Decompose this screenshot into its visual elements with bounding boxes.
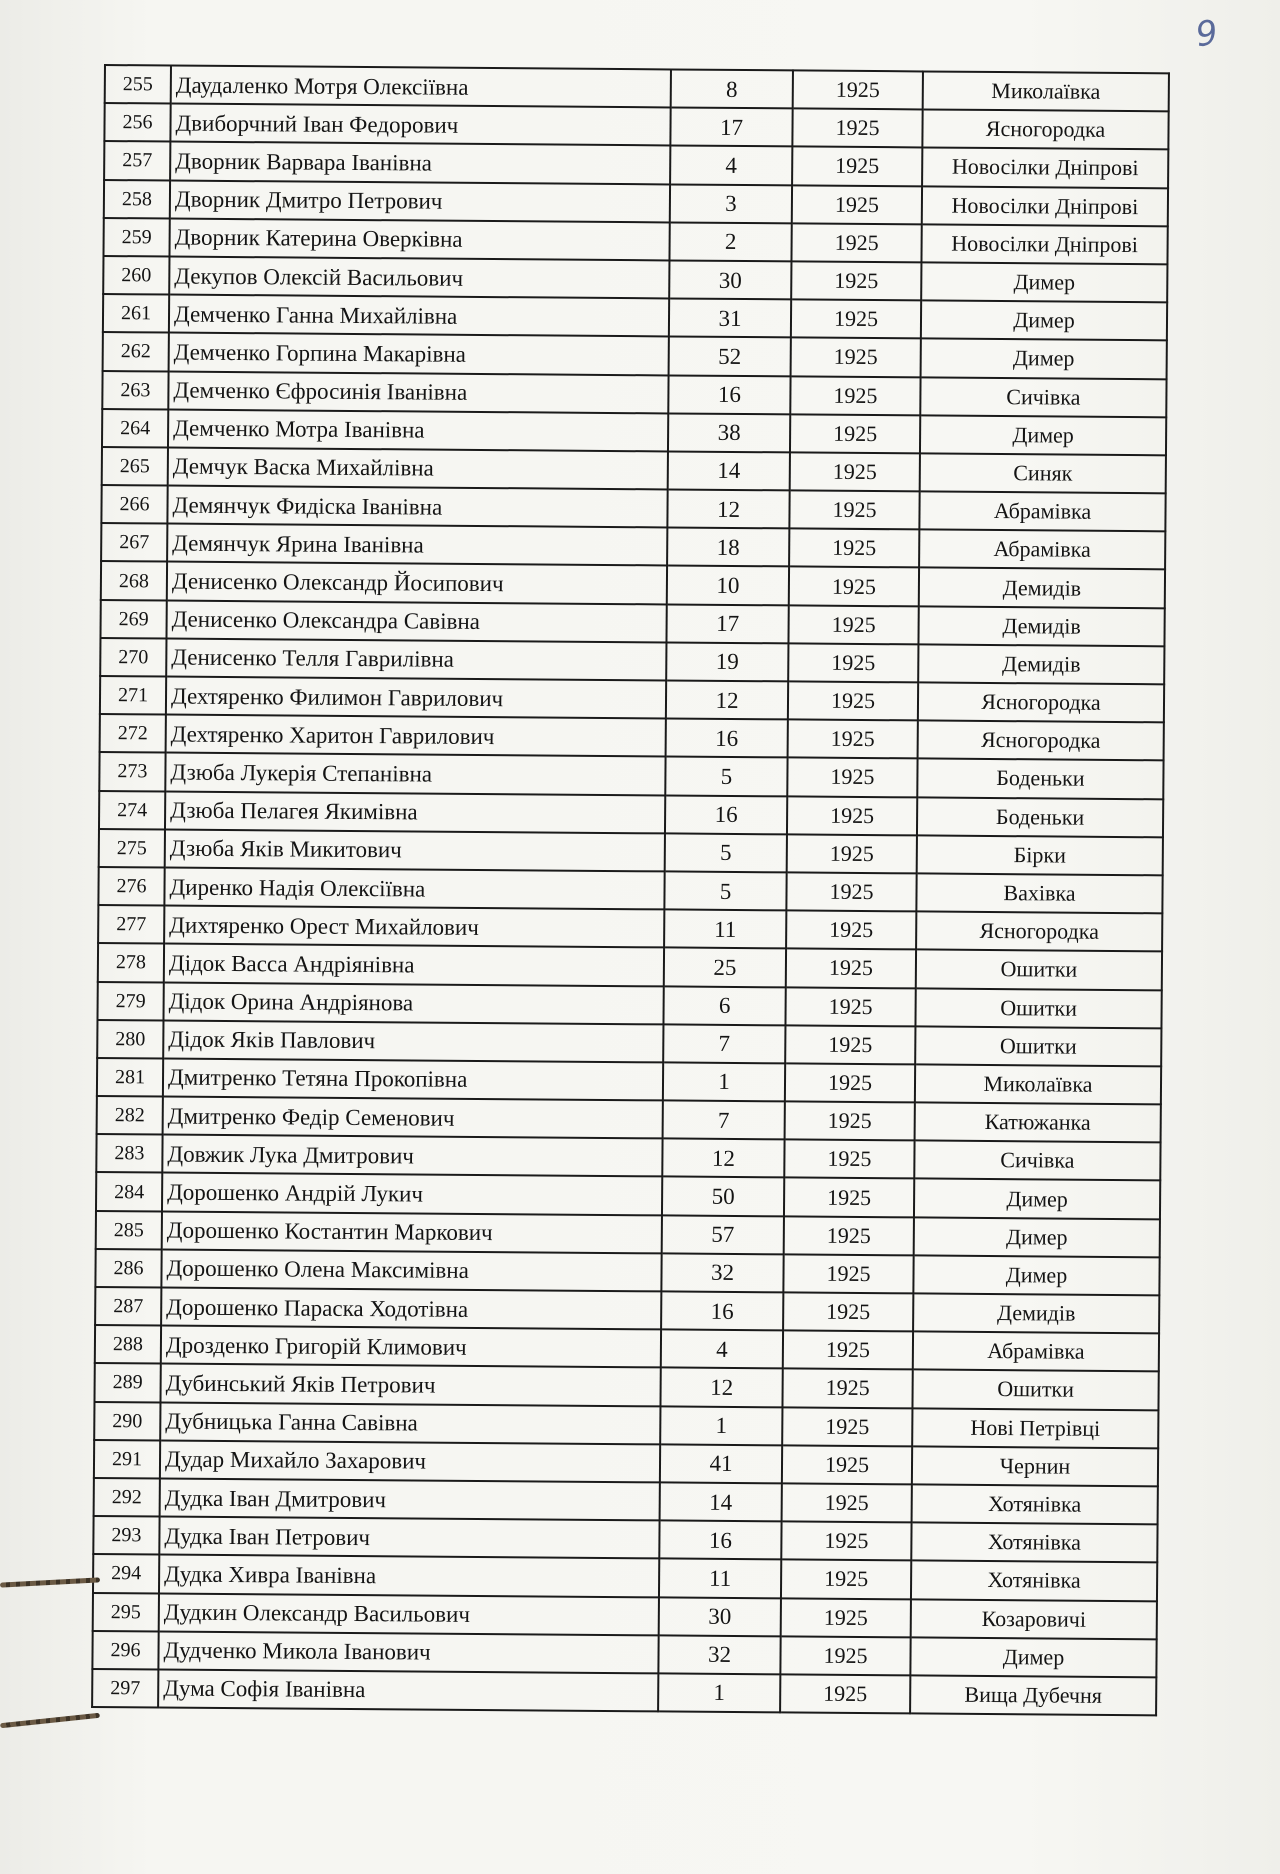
year-cell: 1925 [781, 1521, 911, 1560]
row-number-cell: 287 [95, 1287, 161, 1326]
age-cell: 7 [663, 1100, 785, 1139]
village-cell: Сичівка [920, 377, 1166, 417]
year-cell: 1925 [790, 414, 920, 453]
year-cell: 1925 [785, 1063, 915, 1102]
person-name-cell: Двиборчний Іван Федорович [170, 104, 670, 146]
person-name-cell: Дмитренко Федір Семенович [163, 1097, 663, 1139]
age-cell: 16 [659, 1521, 781, 1560]
person-name-cell: Дорошенко Костантин Маркович [162, 1211, 662, 1253]
person-name-cell: Дворник Варвара Іванівна [170, 142, 670, 184]
year-cell: 1925 [782, 1369, 912, 1408]
age-cell: 18 [667, 528, 789, 567]
age-cell: 1 [658, 1673, 780, 1712]
village-cell: Миколаївка [923, 71, 1169, 111]
age-cell: 12 [667, 490, 789, 529]
year-cell: 1925 [784, 1140, 914, 1179]
row-number-cell: 258 [104, 180, 170, 219]
age-cell: 1 [663, 1062, 785, 1101]
victims-register-table [91, 64, 1170, 1716]
age-cell: 12 [660, 1368, 782, 1407]
age-cell: 52 [669, 337, 791, 376]
row-number-cell: 279 [97, 981, 163, 1020]
person-name-cell: Дідок Орина Андріянова [163, 982, 663, 1024]
village-cell: Ошитки [916, 950, 1162, 990]
year-cell: 1925 [785, 1025, 915, 1064]
person-name-cell: Демянчук Фидіска Іванівна [167, 486, 667, 528]
person-name-cell: Дудка Хивра Іванівна [159, 1555, 659, 1597]
person-name-cell: Денисенко Олександра Савівна [166, 600, 666, 642]
age-cell: 4 [661, 1330, 783, 1369]
year-cell: 1925 [789, 567, 919, 606]
person-name-cell: Дудка Іван Дмитрович [160, 1478, 660, 1520]
village-cell: Бірки [917, 835, 1163, 875]
row-number-cell: 286 [95, 1249, 161, 1288]
year-cell: 1925 [781, 1560, 911, 1599]
person-name-cell: Демченко Мотра Іванівна [168, 409, 668, 451]
handwritten-page-number: 9 [1193, 12, 1221, 56]
village-cell: Демидів [919, 568, 1165, 608]
year-cell: 1925 [782, 1483, 912, 1522]
village-cell: Ясногородка [918, 721, 1164, 761]
village-cell: Димер [921, 262, 1167, 302]
person-name-cell: Даудаленко Мотря Олексіївна [171, 66, 671, 108]
age-cell: 17 [666, 604, 788, 643]
age-cell: 11 [664, 910, 786, 949]
village-cell: Демидів [913, 1293, 1159, 1333]
person-name-cell: Дудка Іван Петрович [159, 1517, 659, 1559]
person-name-cell: Дорошенко Андрій Лукич [162, 1173, 662, 1215]
village-cell: Боденьки [917, 759, 1163, 799]
age-cell: 12 [662, 1139, 784, 1178]
age-cell: 7 [663, 1024, 785, 1063]
year-cell: 1925 [787, 834, 917, 873]
age-cell: 32 [661, 1253, 783, 1292]
age-cell: 2 [669, 222, 791, 261]
row-number-cell: 260 [103, 256, 169, 295]
person-name-cell: Дубницька Ганна Савівна [160, 1402, 660, 1444]
person-name-cell: Демченко Горпина Макарівна [169, 333, 669, 375]
age-cell: 3 [670, 184, 792, 223]
row-number-cell: 261 [103, 294, 169, 333]
year-cell: 1925 [785, 1101, 915, 1140]
year-cell: 1925 [783, 1331, 913, 1370]
village-cell: Ошитки [912, 1370, 1158, 1410]
year-cell: 1925 [783, 1254, 913, 1293]
table-body [92, 65, 1169, 1715]
person-name-cell: Демченко Ганна Михайлівна [169, 295, 669, 337]
age-cell: 12 [666, 680, 788, 719]
row-number-cell: 262 [103, 332, 169, 371]
age-cell: 11 [659, 1559, 781, 1598]
village-cell: Абрамівка [919, 491, 1165, 531]
age-cell: 5 [665, 757, 787, 796]
binding-thread [0, 1713, 100, 1728]
binding-thread [0, 1577, 100, 1587]
age-cell: 31 [669, 299, 791, 338]
village-cell: Хотянівка [911, 1523, 1157, 1563]
year-cell: 1925 [787, 758, 917, 797]
age-cell: 8 [671, 69, 793, 108]
village-cell: Катюжанка [915, 1102, 1161, 1142]
year-cell: 1925 [780, 1674, 910, 1713]
person-name-cell: Демчук Васка Михайлівна [168, 447, 668, 489]
row-number-cell: 283 [96, 1134, 162, 1173]
village-cell: Ошитки [915, 1026, 1161, 1066]
village-cell: Димер [921, 301, 1167, 341]
village-cell: Димер [914, 1179, 1160, 1219]
village-cell: Нові Петрівці [912, 1408, 1158, 1448]
person-name-cell: Диренко Надія Олексіївна [164, 867, 664, 909]
person-name-cell: Декупов Олексій Васильович [169, 256, 669, 298]
year-cell: 1925 [791, 338, 921, 377]
person-name-cell: Дудкин Олександр Васильович [159, 1593, 659, 1635]
person-name-cell: Дехтяренко Филимон Гаврилович [166, 677, 666, 719]
age-cell: 30 [659, 1597, 781, 1636]
row-number-cell: 264 [102, 409, 168, 448]
year-cell: 1925 [785, 987, 915, 1026]
village-cell: Ясногородка [922, 110, 1168, 150]
age-cell: 10 [667, 566, 789, 605]
age-cell: 19 [666, 642, 788, 681]
age-cell: 16 [666, 719, 788, 758]
person-name-cell: Дмитренко Тетяна Прокопівна [163, 1058, 663, 1100]
row-number-cell: 281 [97, 1058, 163, 1097]
row-number-cell: 267 [101, 523, 167, 562]
row-number-cell: 290 [94, 1402, 160, 1441]
age-cell: 4 [670, 146, 792, 185]
age-cell: 5 [665, 833, 787, 872]
village-cell: Новосілки Дніпрові [921, 224, 1167, 264]
age-cell: 6 [663, 986, 785, 1025]
row-number-cell: 293 [93, 1516, 159, 1555]
age-cell: 50 [662, 1177, 784, 1216]
row-number-cell: 291 [94, 1440, 160, 1479]
row-number-cell: 292 [94, 1478, 160, 1517]
village-cell: Хотянівка [911, 1561, 1157, 1601]
row-number-cell: 265 [102, 447, 168, 486]
village-cell: Сичівка [914, 1141, 1160, 1181]
person-name-cell: Демченко Єфросинія Іванівна [168, 371, 668, 413]
person-name-cell: Дорошенко Олена Максимівна [161, 1249, 661, 1291]
village-cell: Демидів [918, 606, 1164, 646]
village-cell: Димер [921, 339, 1167, 379]
row-number-cell: 285 [96, 1211, 162, 1250]
row-number-cell: 282 [97, 1096, 163, 1135]
age-cell: 25 [664, 948, 786, 987]
age-cell: 41 [660, 1444, 782, 1483]
row-number-cell: 263 [102, 370, 168, 409]
year-cell: 1925 [789, 529, 919, 568]
year-cell: 1925 [782, 1407, 912, 1446]
age-cell: 30 [669, 260, 791, 299]
year-cell: 1925 [792, 147, 922, 186]
person-name-cell: Дихтяренко Орест Михайлович [164, 906, 664, 948]
person-name-cell: Дзюба Яків Микитович [165, 829, 665, 871]
village-cell: Новосілки Дніпрові [922, 148, 1168, 188]
village-cell: Миколаївка [915, 1064, 1161, 1104]
person-name-cell: Денисенко Олександр Йосипович [167, 562, 667, 604]
year-cell: 1925 [788, 720, 918, 759]
age-cell: 1 [660, 1406, 782, 1445]
person-name-cell: Дудар Михайло Захарович [160, 1440, 660, 1482]
row-number-cell: 272 [100, 714, 166, 753]
year-cell: 1925 [781, 1598, 911, 1637]
year-cell: 1925 [787, 796, 917, 835]
village-cell: Боденьки [917, 797, 1163, 837]
table-row [92, 1669, 1156, 1716]
year-cell: 1925 [786, 911, 916, 950]
village-cell: Хотянівка [912, 1484, 1158, 1524]
village-cell: Вища Дубечня [910, 1675, 1156, 1715]
year-cell: 1925 [792, 185, 922, 224]
village-cell: Димер [910, 1637, 1156, 1677]
age-cell: 5 [664, 871, 786, 910]
row-number-cell: 297 [92, 1669, 158, 1708]
age-cell: 14 [668, 451, 790, 490]
village-cell: Абрамівка [913, 1332, 1159, 1372]
year-cell: 1925 [788, 643, 918, 682]
age-cell: 57 [662, 1215, 784, 1254]
year-cell: 1925 [784, 1216, 914, 1255]
village-cell: Абрамівка [919, 530, 1165, 570]
year-cell: 1925 [788, 605, 918, 644]
year-cell: 1925 [793, 70, 923, 109]
row-number-cell: 296 [92, 1631, 158, 1670]
year-cell: 1925 [791, 223, 921, 262]
year-cell: 1925 [782, 1445, 912, 1484]
year-cell: 1925 [784, 1178, 914, 1217]
year-cell: 1925 [789, 490, 919, 529]
person-name-cell: Дворник Дмитро Петрович [170, 180, 670, 222]
village-cell: Ошитки [915, 988, 1161, 1028]
row-number-cell: 278 [98, 943, 164, 982]
person-name-cell: Дума Софія Іванівна [158, 1669, 658, 1711]
row-number-cell: 256 [104, 103, 170, 142]
person-name-cell: Дорошенко Параска Ходотівна [161, 1287, 661, 1329]
person-name-cell: Дрозденко Григорій Климович [161, 1326, 661, 1368]
row-number-cell: 274 [99, 791, 165, 830]
person-name-cell: Довжик Лука Дмитрович [162, 1135, 662, 1177]
year-cell: 1925 [792, 109, 922, 148]
row-number-cell: 257 [104, 141, 170, 180]
row-number-cell: 269 [100, 600, 166, 639]
row-number-cell: 294 [93, 1554, 159, 1593]
year-cell: 1925 [780, 1636, 910, 1675]
year-cell: 1925 [791, 261, 921, 300]
row-number-cell: 259 [103, 218, 169, 257]
row-number-cell: 276 [98, 867, 164, 906]
row-number-cell: 271 [100, 676, 166, 715]
person-name-cell: Дідок Яків Павлович [163, 1020, 663, 1062]
year-cell: 1925 [790, 376, 920, 415]
year-cell: 1925 [783, 1292, 913, 1331]
year-cell: 1925 [790, 452, 920, 491]
year-cell: 1925 [791, 300, 921, 339]
age-cell: 38 [668, 413, 790, 452]
age-cell: 14 [660, 1482, 782, 1521]
age-cell: 16 [661, 1291, 783, 1330]
person-name-cell: Дубинський Яків Петрович [160, 1364, 660, 1406]
village-cell: Ясногородка [916, 912, 1162, 952]
year-cell: 1925 [786, 872, 916, 911]
age-cell: 32 [658, 1635, 780, 1674]
row-number-cell: 280 [97, 1020, 163, 1059]
age-cell: 16 [668, 375, 790, 414]
age-cell: 16 [665, 795, 787, 834]
village-cell: Синяк [920, 453, 1166, 493]
village-cell: Чернин [912, 1446, 1158, 1486]
person-name-cell: Денисенко Телля Гаврилівна [166, 638, 666, 680]
village-cell: Димер [920, 415, 1166, 455]
village-cell: Димер [913, 1255, 1159, 1295]
person-name-cell: Демянчук Ярина Іванівна [167, 524, 667, 566]
person-name-cell: Дзюба Пелагея Якимівна [165, 791, 665, 833]
village-cell: Ясногородка [918, 682, 1164, 722]
row-number-cell: 284 [96, 1172, 162, 1211]
row-number-cell: 289 [94, 1363, 160, 1402]
year-cell: 1925 [788, 681, 918, 720]
village-cell: Новосілки Дніпрові [922, 186, 1168, 226]
row-number-cell: 275 [99, 829, 165, 868]
row-number-cell: 273 [99, 752, 165, 791]
village-cell: Козаровичі [911, 1599, 1157, 1639]
person-name-cell: Дудченко Микола Іванович [158, 1631, 658, 1673]
row-number-cell: 270 [100, 638, 166, 677]
row-number-cell: 288 [95, 1325, 161, 1364]
row-number-cell: 277 [98, 905, 164, 944]
village-cell: Демидів [918, 644, 1164, 684]
year-cell: 1925 [786, 949, 916, 988]
person-name-cell: Дворник Катерина Оверківна [169, 218, 669, 260]
village-cell: Вахівка [916, 873, 1162, 913]
person-name-cell: Дзюба Лукерія Степанівна [165, 753, 665, 795]
age-cell: 17 [670, 108, 792, 147]
row-number-cell: 268 [101, 561, 167, 600]
row-number-cell: 266 [101, 485, 167, 524]
row-number-cell: 295 [93, 1592, 159, 1631]
row-number-cell: 255 [105, 65, 171, 104]
person-name-cell: Дідок Васса Андріянівна [164, 944, 664, 986]
village-cell: Димер [914, 1217, 1160, 1257]
person-name-cell: Дехтяренко Харитон Гаврилович [166, 715, 666, 757]
